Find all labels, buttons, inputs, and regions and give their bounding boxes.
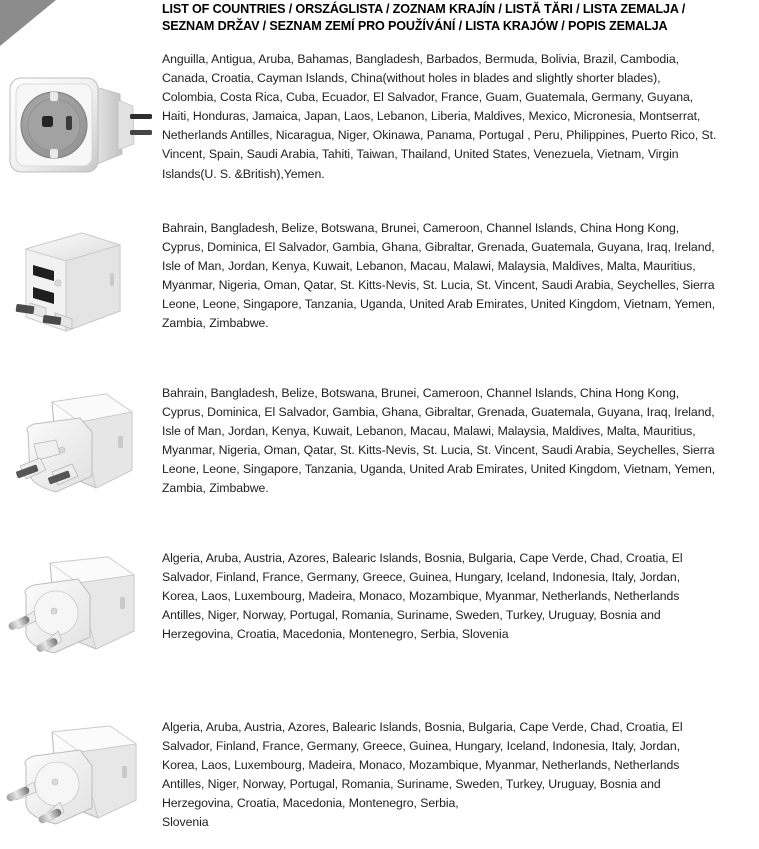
country-list-text: Anguilla, Antigua, Aruba, Bahamas, Bangladesh, Barbados, Bermuda, Bolivia, Brazil, Cambodia, Canada, Croatia, Cayman Islands, China(without holes in blades and slightly shorter blades), Colombia, Costa Rica, Cuba, Ecuador, El Salvador, France, Guam, Guatemala, Germany, Guyana, Haiti, Honduras, Jamaica, Japan, Laos, Lebanon, Liberia, Maldives, Mexico, Micronesia, Montserrat, Netherlands Antilles, Nicaragua, Niger, Okinawa, Panama, Portugal , Peru, Philippines, Puerto Rico, St. Vincent, Spain, Saudi Arabia, Tahiti, Taiwan, Thailand, United States, Venezuela, Vietnam, Virgin Islands(U. S. &British),Yemen. — [162, 52, 717, 181]
plug-adapter-euro-type-c-schuko-alt-image — [0, 718, 155, 848]
plug-adapter-us-type-b-socket-image — [0, 50, 155, 190]
plug-adapter-euro-type-c-schuko-icon — [0, 549, 155, 679]
plug-adapter-uk-type-g-front-icon — [0, 219, 155, 349]
country-list-text-part-2: Slovenia — [162, 815, 209, 830]
adapter-row — [0, 549, 759, 679]
plug-adapter-uk-type-g-angled-icon — [0, 384, 155, 519]
country-list-text-part-1: Algeria, Aruba, Austria, Azores, Balearic Islands, Bosnia, Bulgaria, Cape Verde, Chad, Croatia, El Salvador, Finland, France, Germany, Greece, Guinea, Hungary, Iceland, Indonesia, Italy, Jordan, Korea, Laos, Luxembourg, Madeira, Monaco, Mozambique, Myanmar, Netherlands, Netherlands Antilles, Niger, Norway, Portugal, Romania, Suriname, Sweden, Turkey, Uruguay, Bosnia and Herzegovina, Croatia, Macedonia, Montenegro, Serbia, — [162, 720, 683, 811]
country-list-text: Bahrain, Bangladesh, Belize, Botswana, Brunei, Cameroon, Channel Islands, China Hong Kong, Cyprus, Dominica, El Salvador, Gambia, Ghana, Gibraltar, Grenada, Guatemala, Guyana, Iraq, Ireland, Isle of Man, Jordan, Kenya, Kuwait, Lebanon, Macau, Malawi, Malaysia, Maldives, Malta, Mauritius, Myanmar, Nigeria, Oman, Qatar, St. Kitts-Nevis, St. Lucia, St. Vincent, Saudi Arabia, Seychelles, Sierra Leone, Leone, Singapore, Tanzania, Uganda, United Arab Emirates, United Kingdom, Vietnam, Yemen, Zambia, Zimbabwe. — [162, 386, 716, 496]
country-list-text: Algeria, Aruba, Austria, Azores, Balearic Islands, Bosnia, Bulgaria, Cape Verde, Chad, Croatia, El Salvador, Finland, France, Germany, Greece, Guinea, Hungary, Iceland, Indonesia, Italy, Jordan, Korea, Laos, Luxembourg, Madeira, Monaco, Mozambique, Myanmar, Netherlands, Netherlands Antilles, Niger, Norway, Portugal, Romania, Suriname, Sweden, Turkey, Uruguay, Bosnia and Herzegovina, Croatia, Macedonia, Montenegro, Serbia, Slovenia — [162, 551, 683, 642]
adapter-row — [0, 50, 759, 190]
plug-adapter-uk-type-g-angled-image — [0, 384, 155, 519]
adapter-row — [0, 384, 759, 519]
adapter-row — [0, 219, 759, 349]
adapter-row — [0, 718, 759, 848]
country-list-text: Bahrain, Bangladesh, Belize, Botswana, Brunei, Cameroon, Channel Islands, China Hong Kong, Cyprus, Dominica, El Salvador, Gambia, Ghana, Gibraltar, Grenada, Guatemala, Guyana, Iraq, Ireland, Isle of Man, Jordan, Kenya, Kuwait, Lebanon, Macau, Malawi, Malaysia, Maldives, Malta, Mauritius, Myanmar, Nigeria, Oman, Qatar, St. Kitts-Nevis, St. Lucia, St. Vincent, Saudi Arabia, Seychelles, Sierra Leone, Leone, Singapore, Tanzania, Uganda, United Arab Emirates, United Kingdom, Vietnam, Yemen, Zambia, Zimbabwe. — [162, 221, 716, 331]
plug-adapter-uk-type-g-front-image — [0, 219, 155, 349]
country-list-text — [162, 718, 718, 833]
plug-adapter-euro-type-c-schuko-image — [0, 549, 155, 679]
corner-wedge-decoration — [0, 0, 56, 46]
plug-adapter-us-type-b-socket-icon — [0, 50, 155, 190]
plug-adapter-euro-type-c-schuko-alt-icon — [0, 718, 155, 848]
page-title — [162, 1, 747, 34]
page-title-line-1: LIST OF COUNTRIES / ORSZÁGLISTA / ZOZNAM KRAJÍN / LISTĂ TĂRI / LISTA ZEMALJA / — [162, 2, 686, 16]
page-title-line-2: SEZNAM DRŽAV / SEZNAM ZEMÍ PRO POUŽÍVÁNÍ / LISTA KRAJÓW / POPIS ZEMALJA — [162, 18, 668, 33]
